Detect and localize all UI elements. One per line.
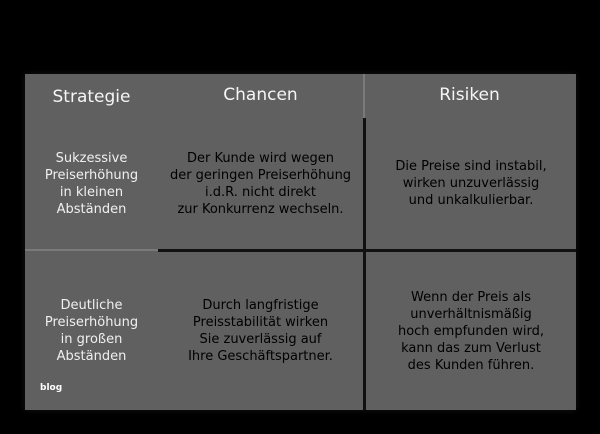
text-line: wirken unzuverlässig bbox=[402, 175, 540, 191]
text-line: i.d.R. nicht direkt bbox=[205, 185, 316, 200]
text-line: des Kunden führen. bbox=[407, 357, 535, 373]
text-line: Preiserhöhung bbox=[44, 168, 139, 183]
header-risiken-label: Risiken bbox=[439, 84, 500, 105]
row2-chancen bbox=[158, 252, 363, 410]
text-line: in großen bbox=[60, 332, 123, 347]
row1-risiken bbox=[366, 110, 576, 256]
text-line: Preiserhöhung bbox=[44, 315, 139, 330]
text-line: in kleinen bbox=[59, 185, 124, 200]
text-line: Abständen bbox=[56, 349, 127, 364]
text-line: hoch empfunden wird, bbox=[397, 323, 545, 339]
text-line: Wenn der Preis als bbox=[411, 289, 531, 305]
text-line: Abständen bbox=[56, 202, 127, 217]
row1-strategie bbox=[25, 120, 158, 248]
watermark-label: blog bbox=[40, 383, 63, 393]
header-chancen-label: Chancen bbox=[223, 84, 298, 105]
text-line: zur Konkurrenz wechseln. bbox=[177, 202, 344, 217]
text-line: und unkalkulierbar. bbox=[408, 192, 534, 208]
header-divider-vertical bbox=[363, 74, 365, 118]
text-line: Deutliche bbox=[60, 298, 123, 313]
text-line: Sie zuverlässig auf bbox=[199, 332, 322, 347]
text-line: Der Kunde wird wegen bbox=[186, 151, 335, 166]
text-line: unverhältnismäßig bbox=[410, 306, 532, 322]
text-line: kann das zum Verlust bbox=[401, 340, 541, 356]
text-line: Ihre Geschäftspartner. bbox=[188, 349, 333, 364]
header-chancen bbox=[158, 80, 363, 110]
divider-horizontal-left bbox=[25, 249, 158, 251]
header-risiken bbox=[363, 80, 576, 110]
text-line: Die Preise sind instabil, bbox=[395, 158, 547, 174]
text-line: Preisstabilität wirken bbox=[192, 315, 329, 330]
row1-chancen bbox=[158, 120, 363, 248]
strategy-table bbox=[25, 74, 576, 410]
header-strategie-label: Strategie bbox=[52, 86, 131, 107]
header-strategie bbox=[25, 82, 158, 112]
row2-risiken bbox=[366, 252, 576, 410]
text-line: der geringen Preiserhöhung bbox=[169, 168, 352, 183]
text-line: Sukzessive bbox=[55, 151, 128, 166]
text-line: Durch langfristige bbox=[202, 298, 319, 313]
